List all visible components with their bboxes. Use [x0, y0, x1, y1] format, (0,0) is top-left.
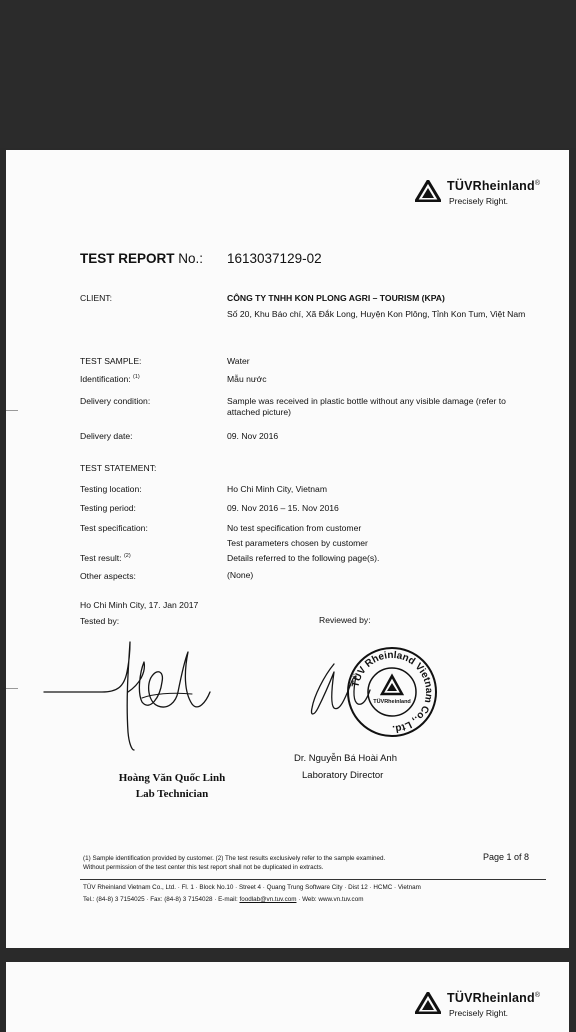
other-aspects-label: Other aspects: — [80, 571, 136, 581]
delivery-condition-label: Delivery condition: — [80, 396, 151, 406]
testing-period-value: 09. Nov 2016 – 15. Nov 2016 — [227, 503, 339, 513]
delivery-condition-value: Sample was received in plastic bottle without any visible damage (refer to attached picture) — [227, 396, 506, 417]
reviewer-name: Dr. Nguyễn Bá Hoài Anh — [294, 753, 397, 764]
test-specification-label: Test specification: — [80, 523, 148, 533]
delivery-date-value: 09. Nov 2016 — [227, 431, 279, 441]
test-sample-label: TEST SAMPLE: — [80, 356, 142, 366]
logo-brand: TÜVRheinland® — [447, 991, 541, 1006]
testing-location-value: Ho Chi Minh City, Vietnam — [227, 484, 327, 494]
logo-slogan: Precisely Right. — [449, 195, 509, 206]
tester-signature — [42, 632, 222, 756]
other-aspects-value: (None) — [227, 570, 254, 580]
footnote-2: Without permission of the test center this test report shall not be duplicated in extracts. — [83, 864, 324, 871]
stamp-brand: TÜVRheinland — [373, 699, 411, 705]
delivery-date-label: Delivery date: — [80, 431, 133, 441]
test-result-value: Details referred to the following page(s). — [227, 553, 380, 563]
test-result-label: Test result: $^{(2)}$ — [80, 553, 131, 563]
client-name: CÔNG TY TNHH KON PLONG AGRI – TOURISM (KPA) — [227, 293, 445, 303]
place-date: Ho Chi Minh City, 17. Jan 2017 — [80, 600, 199, 610]
company-stamp — [346, 646, 438, 738]
contact-line: Tel.: (84-8) 3 7154025 · Fax: (84-8) 3 7154028 · E-mail: foodlab@vn.tuv.com · Web: www.vn.tuv.com — [83, 896, 364, 903]
client-label: CLIENT: — [80, 293, 112, 303]
logo-brand: TÜVRheinland® — [447, 179, 541, 194]
margin-mark — [6, 410, 18, 411]
test-sample-value: Water — [227, 356, 250, 366]
email-link[interactable]: foodlab@vn.tuv.com — [239, 896, 297, 903]
tuv-logo — [415, 992, 540, 1017]
identification-label: Identification: $^{(1)}$ — [80, 374, 140, 384]
reviewed-by-label: Reviewed by: — [319, 615, 371, 625]
margin-mark — [6, 688, 18, 689]
tested-by-label: Tested by: — [80, 616, 120, 626]
testing-location-label: Testing location: — [80, 484, 142, 494]
test-specification-value-1: No test specification from customer — [227, 523, 362, 533]
tuv-logo — [415, 180, 540, 205]
reviewer-title: Laboratory Director — [302, 770, 384, 781]
report-title: TEST REPORT No.: — [80, 251, 204, 266]
logo-slogan: Precisely Right. — [449, 1007, 509, 1018]
document-page-1 — [6, 150, 569, 948]
tester-title: Lab Technician — [135, 788, 209, 800]
tuv-triangle-icon — [415, 180, 441, 202]
report-number: 1613037129-02 — [227, 251, 322, 266]
footnote-1: (1) Sample identification provided by customer. (2) The test results exclusively refer to the sample examined. — [83, 855, 386, 862]
svg-text:TÜV Rheinland Vietnam Co., Ltd: TÜV Rheinland Vietnam Co., Ltd. — [350, 649, 435, 735]
document-page-2 — [6, 962, 569, 1032]
page-number: Page 1 of 8 — [483, 852, 530, 862]
viewer-top-bar — [0, 0, 576, 148]
test-statement-heading: TEST STATEMENT: — [80, 463, 157, 473]
test-specification-value-2: Test parameters chosen by customer — [227, 538, 368, 548]
testing-period-label: Testing period: — [80, 503, 136, 513]
tester-name: Hoàng Văn Quốc Linh — [118, 772, 226, 784]
client-address: Số 20, Khu Báo chí, Xã Đắk Long, Huyện Kon Plông, Tỉnh Kon Tum, Việt Nam — [227, 309, 526, 319]
tuv-triangle-icon — [415, 992, 441, 1014]
company-address-line: TÜV Rheinland Vietnam Co., Ltd. · Fl. 1 · Block No.10 · Street 4 · Quang Trung Software City · Dist 12 · HCMC · Vietnam — [83, 884, 421, 891]
footer-divider — [80, 879, 546, 880]
identification-value: Mẫu nước — [227, 374, 267, 384]
